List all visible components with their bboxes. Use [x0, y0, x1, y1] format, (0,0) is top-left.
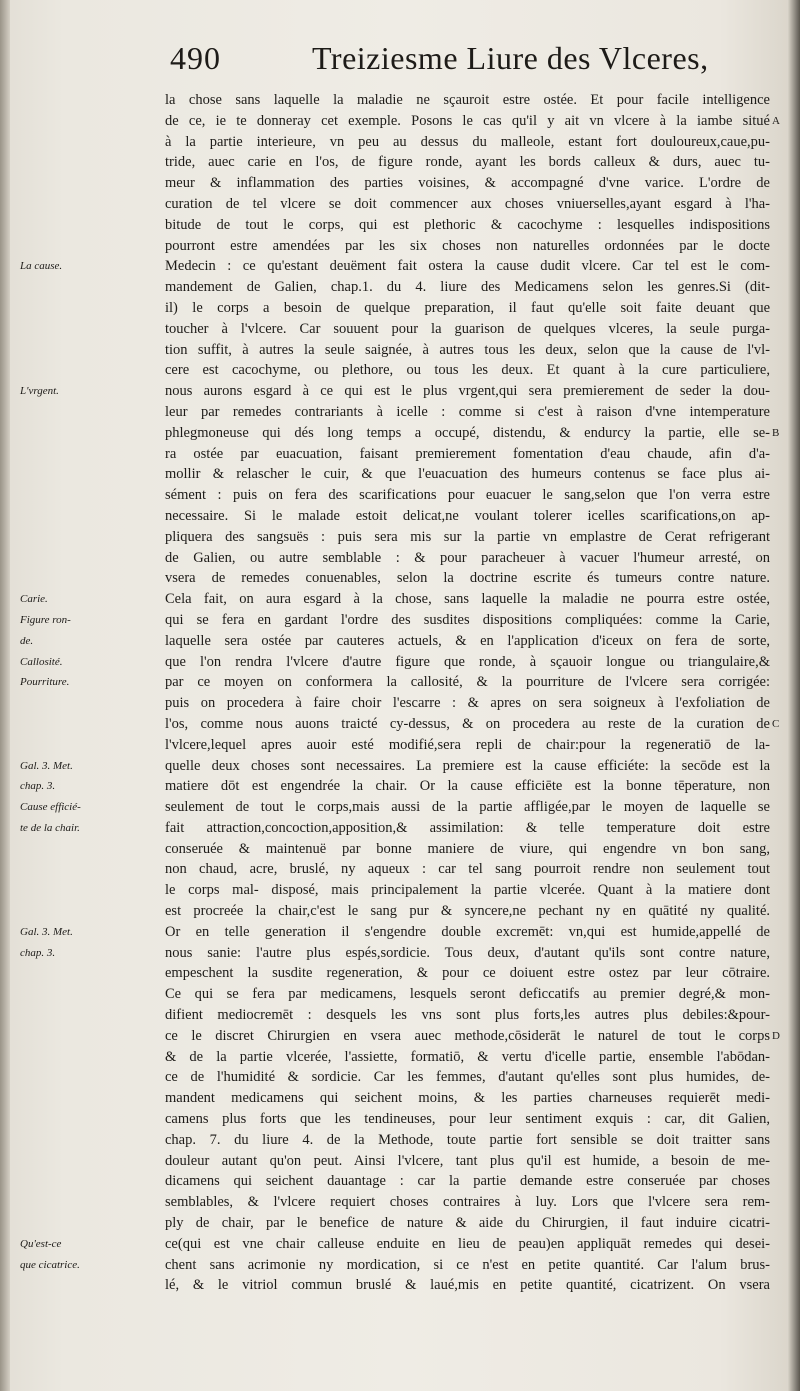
text-line: meur & inflammation des parties voisines, & accompagné d'vne varice. L'ordre de — [165, 175, 770, 192]
margin-note: Carie. — [20, 593, 48, 606]
text-line: douleur autant qu'on peut. Ainsi l'vlcere, tant plus qu'il est humide, a besoin de me- — [165, 1152, 770, 1169]
page-left-edge — [0, 0, 10, 1391]
text-line: & de la partie vlcerée, l'assiette, formatiō, & vertu d'icelle partie, ensemble l'abōdan- — [165, 1048, 770, 1065]
margin-note: Qu'est-ce — [20, 1238, 62, 1250]
text-line: l'vlcere,lequel apres auoir esté modifié,sera repli de chair:pour la regeneratiō de la- — [165, 736, 770, 753]
text-line: de ce, ie te donneray cet exemple. Posons le cas qu'il y ait vn vlcere à la iambe situé — [165, 112, 770, 129]
text-line: pourront estre amendées par les six choses non naturelles ordonnées par le docte — [165, 237, 770, 254]
text-line: est procreée la chair,c'est le sang pur & syncere,ne pechant ny en quātité ny qualité. — [165, 903, 770, 920]
text-line: tion suffit, à autres la seule saignée, à autres tous les deux, selon que la cause de l'vl- — [165, 341, 770, 358]
text-line: bitude de tout le corps, qui est plethoric & cacochyme : lesquelles indispositions — [165, 216, 770, 233]
text-line: de Galien, ou autre semblable : & pour paracheuer à vacuer l'humeur arresté, on — [165, 549, 770, 566]
text-line: leur par remedes contrariants à icelle : comme si c'est à raison d'vne intemperature — [165, 403, 770, 420]
text-line: mollir & relascher le cuir, & que l'euacuation des humeurs contenus se face plus ai- — [165, 466, 770, 483]
page-number: 490 — [170, 40, 221, 76]
margin-note: Figure ron- — [20, 614, 71, 626]
text-line: chap. 7. du liure 4. de la Methode, toute partie fort sensible se doit traitter sans — [165, 1131, 770, 1148]
text-line: chent sans acrimonie ny mordication, si ce n'est en petite quantité. Car l'alum brus- — [165, 1256, 770, 1273]
text-line: cere est cacochyme, ou plethore, ou tous les deux. Et quant à la cure particuliere, — [165, 362, 770, 379]
text-line: ce le discret Chirurgien en vsera auec methode,cōsiderāt le naturel de tout le corps — [165, 1027, 770, 1044]
section-letter: D — [772, 1030, 780, 1042]
section-letters — [772, 90, 786, 1370]
section-letter: A — [772, 114, 780, 127]
margin-note: Cause efficié- — [20, 801, 81, 814]
margin-note: chap. 3. — [20, 946, 56, 959]
text-line: non chaud, acre, bruslé, ny aqueux : car tel sang pourroit rendre non seulement tout — [165, 861, 770, 878]
text-line: nous aurons esgard à ce qui est le plus vrgent,qui sera premierement de seder la dou- — [165, 383, 770, 400]
margin-note: Callosité. — [20, 655, 63, 668]
text-line: necessaire. Si le malade estoit delicat,ne voulant tolerer icelles scarifications,on ap- — [165, 507, 770, 524]
text-line: ce(qui est vne chair calleuse enduite en lieu de peau)en appliquāt remedes qui desei- — [165, 1235, 770, 1252]
margin-note: L'vrgent. — [20, 385, 59, 398]
text-line: tride, auec carie en l'os, de figure ronde, ayant les bords calleux & durs, auec tu- — [165, 154, 770, 171]
text-line: seulement de tout le corps,mais aussi de la partie affligée,par le moyen de laquelle se — [165, 799, 770, 816]
margin-note: chap. 3. — [20, 780, 56, 793]
text-line: pliquera des sangsuës : puis sera mis sur la partie vn emplastre de Cerat refrigerant — [165, 528, 770, 545]
text-line: à la partie interieure, vn peu au dessus du malleole, estant fort douloureux,caue,pu- — [165, 133, 770, 150]
text-line: ply de chair, par le benefice de nature & aide du Chirurgien, il faut induire cicatri- — [165, 1215, 770, 1232]
text-line: Ce qui se fera par medicamens, lesquels seront deficcatifs au premier degré,& mon- — [165, 986, 770, 1003]
body-text — [165, 90, 770, 1296]
text-line: difient mediocremēt : desquels les vns sont plus forts,les autres plus debiles:&pour- — [165, 1007, 770, 1024]
page-header — [170, 40, 790, 90]
text-line: empeschent la susdite regeneration, & pour ce doiuent estre ostez par leur cōtraire. — [165, 965, 770, 982]
text-line: ce de l'humidité & sordicie. Car les femmes, d'autant qu'elles sont plus humides, de- — [165, 1069, 770, 1086]
text-line: par ce moyen on conformera la callosité, & la pourriture de l'vlcere sera corrigée: — [165, 674, 770, 691]
margin-note: te de la chair. — [20, 822, 80, 834]
text-line: qui se fera en gardant l'ordre des susdites dispositions compliquées: comme la Carie, — [165, 611, 770, 628]
section-letter: C — [772, 718, 780, 730]
text-line: puis on procedera à faire choir l'escarre : & apres on sera soigneux à l'exfoliation de — [165, 695, 770, 712]
text-line: quelle deux choses sont necessaires. La premiere est la cause efficiéte: la secōde est la — [165, 757, 770, 774]
text-line: Cela fait, on aura esgard à la chose, sans laquelle la maladie ne pourra estre ostée, — [165, 591, 770, 608]
text-line: fait attraction,concoction,apposition,& assimilation: & telle temperature doit estre — [165, 819, 770, 836]
text-line: sément : puis on fera des scarifications pour euacuer le sang,selon que l'on verra estre — [165, 487, 770, 504]
text-line: Or en telle generation il s'engendre double excremēt: vn,qui est humide,appellé de — [165, 923, 770, 940]
text-line: le corps mal- disposé, mais principalement la partie vlcerée. Quant à la matiere dont — [165, 882, 770, 899]
margin-note: Pourriture. — [20, 676, 70, 689]
text-line: semblables, & l'vlcere requiert choses contraires à luy. Lors que l'vlcere sera rem- — [165, 1194, 770, 1211]
text-line: mandement de Galien, chap.1. du 4. liure des Medicamens selon les genres.Si (dit- — [165, 279, 770, 296]
text-line: camens plus forts que les tendineuses, pour leur sentiment exquis : car, dit Galien, — [165, 1111, 770, 1128]
text-line: l'os, comme nous auons traicté cy-dessus, & on procedera au reste de la curation de — [165, 715, 770, 732]
text-line: lé, & le vitriol commun bruslé & laué,mis en petite quantité, cicatrizent. On vsera — [165, 1277, 770, 1294]
section-letter: B — [772, 426, 780, 439]
text-line: laquelle sera ostée par cauteres actuels, & en l'application d'iceux on fera de sorte, — [165, 632, 770, 649]
text-line: toucher à l'vlcere. Car souuent pour la guarison de quelques vlceres, la seule purga- — [165, 320, 770, 337]
text-line: conseruée & maintenuë par bonne maniere de viure, qui engendre vn bon sang, — [165, 840, 770, 857]
text-line: la chose sans laquelle la maladie ne sçauroit estre ostée. Et pour facile intelligence — [165, 92, 770, 108]
margin-note: Gal. 3. Met. — [20, 759, 73, 772]
page-right-edge — [788, 0, 800, 1391]
text-line: vsera de remedes conuenables, selon la doctrine escrite és tumeurs contre nature. — [165, 570, 770, 587]
text-line: nous sanie: l'autre plus espés,sordicie. Tous deux, d'autant qu'ils sont contre nature, — [165, 944, 770, 961]
text-line: il) le corps a besoin de quelque preparation, il faut qu'elle soit faite deuant que — [165, 299, 770, 316]
text-line: que l'on rendra l'vlcere d'autre figure que ronde, à sçauoir longue ou triangulaire,& — [165, 653, 770, 670]
margin-note: que cicatrice. — [20, 1258, 80, 1271]
text-line: curation de tel vlcere se doit commencer aux choses vniuerselles,ayant esgard à l'ha- — [165, 195, 770, 212]
margin-note: Gal. 3. Met. — [20, 926, 73, 938]
text-line: matiere dōt est engendrée la chair. Or la cause efficiēte est la bonne tēperature, non — [165, 778, 770, 795]
text-line: dicamens qui seichent dauantage : car la partie demande estre conseruée par choses — [165, 1173, 770, 1190]
text-line: Medecin : ce qu'estant deuëment fait ostera la cause dudit vlcere. Car tel est le com- — [165, 258, 770, 275]
margin-note: La cause. — [20, 260, 63, 273]
text-line: phlegmoneuse qui dés long temps a occupé, distendu, & endurcy la partie, elle se- — [165, 424, 770, 441]
running-title: Treiziesme Liure des Vlceres, — [312, 40, 709, 76]
text-line: mandent medicamens qui seichent moins, & les parties charneuses requierēt medi- — [165, 1090, 770, 1107]
margin-note: de. — [20, 634, 34, 647]
text-line: ra ostée par euacuation, faisant premierement fomentation d'eau chaude, afin d'a- — [165, 445, 770, 462]
